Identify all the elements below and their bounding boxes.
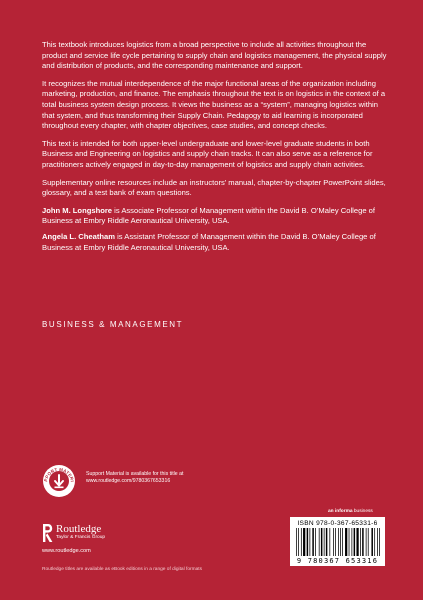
author-name-2: Angela L. Cheatham [42, 231, 115, 241]
support-material-text [86, 471, 236, 485]
description-paragraph-4: Supplementary online resources include an instructors’ manual, chapter-by-chapter PowerPoint slides, glossary, and a test bank of exam questions. [42, 177, 386, 198]
badge-label: PPORT MATERI [43, 466, 75, 483]
description-block [42, 40, 392, 258]
author-bio-1 [42, 206, 392, 227]
barcode-digits: 9 780367 653316 [296, 557, 379, 565]
support-material-icon [42, 464, 76, 498]
informa-suffix: business [352, 509, 373, 514]
subject-category: BUSINESS & MANAGEMENT [42, 320, 184, 329]
informa-business-tag [328, 509, 373, 514]
author-name-1: John M. Longshore [42, 205, 113, 215]
support-line-1: Support Material is available for this title at [86, 471, 184, 477]
informa-brand: an informa [328, 509, 353, 514]
publisher-url[interactable]: www.routledge.com [42, 548, 91, 554]
routledge-logo [42, 522, 142, 546]
logo-wordmark [56, 523, 105, 541]
publisher-subtitle: Taylor & Francis Group [56, 535, 106, 540]
author-bio-text-1: is Associate Professor of Management within the David B. O’Maley College of Business at Embry Riddle Aeronautical University, USA. [42, 205, 375, 226]
isbn-barcode [290, 517, 385, 566]
description-paragraph-1: This textbook introduces logistics from a broad perspective to include all activities throughout the product and service life cycle pertaining to supply chain and logistics management, the physical supply and distribution of products, and the corresponding maintenance and support. [42, 40, 387, 71]
barcode-graphic [294, 528, 381, 556]
description-paragraph-2: It recognizes the mutual interdependence of the major functional areas of the organization including marketing, production, and finance. The emphasis throughout the text is on logistics in the context of a total business system design process. It views the business as a “system”, managing logistics within that system, and thus transforming their Supply Chain. Pedagogy to aid learning is incorporated throughout every chapter, with chapter objectives, case studies, and concept checks. [42, 78, 386, 131]
ebook-note: Routledge titles are available as eBook editions in a range of digital formats [42, 567, 202, 572]
publisher-name: Routledge [56, 523, 102, 535]
isbn-label: ISBN 978-0-367-65331-6 [297, 520, 378, 527]
support-material-badge [42, 464, 76, 498]
support-url[interactable]: www.routledge.com/9780367653316 [86, 478, 171, 484]
author-bio-2 [42, 232, 392, 253]
author-bio-text-2: is Assistant Professor of Management within the David B. O’Maley College of Business at Embry Riddle Aeronautical University, USA. [42, 231, 376, 252]
description-paragraph-3: This text is intended for both upper-level undergraduate and lower-level graduate students in both Business and Engineering on logistics and supply chain tracks. It can also serve as a reference for practitioners actively engaged in day-to-day management of logistics and supply chain activities. [42, 138, 373, 169]
routledge-r-icon [42, 523, 53, 543]
